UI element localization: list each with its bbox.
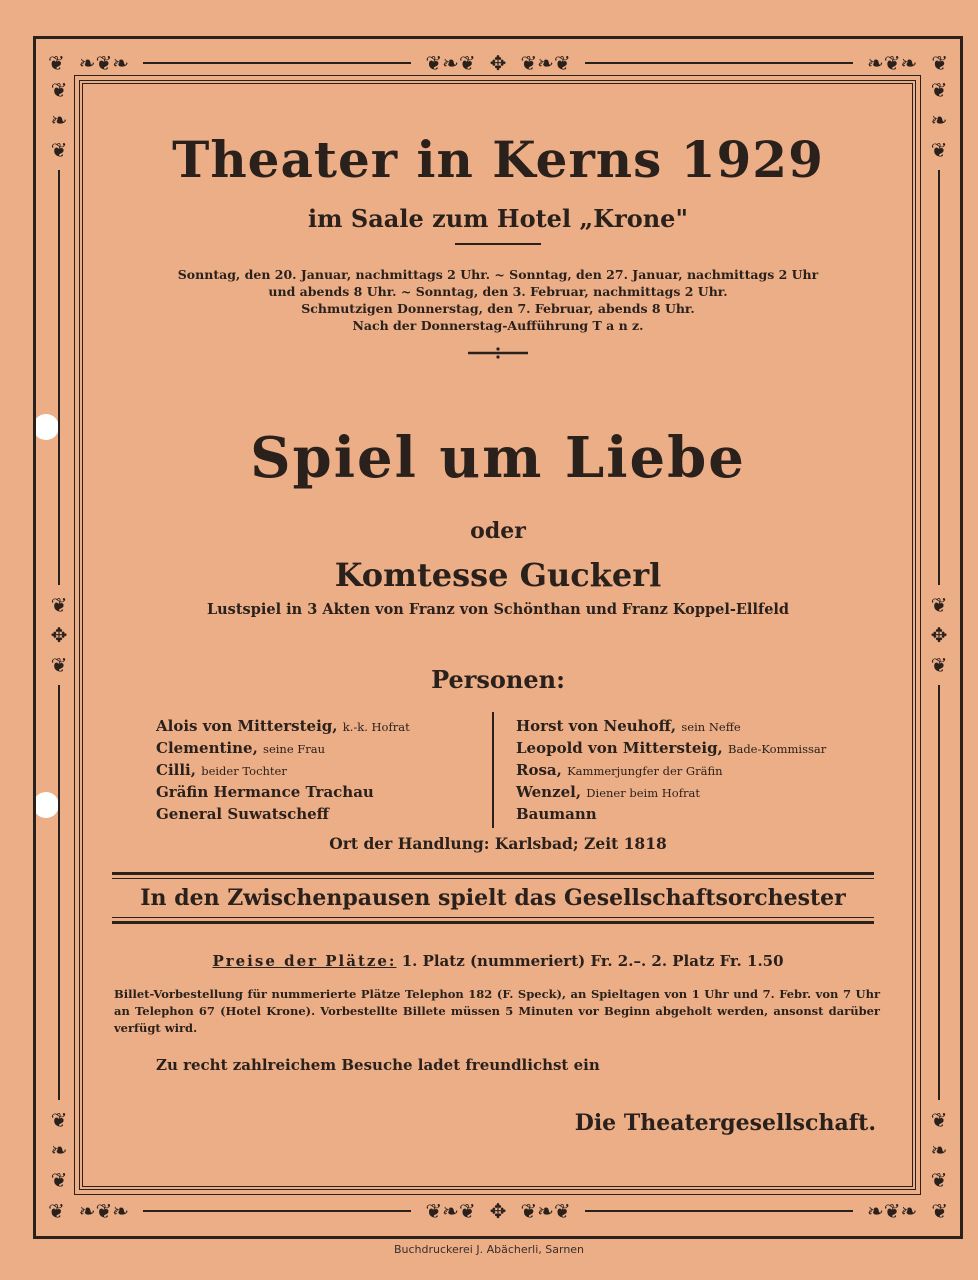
divider-rule [455,243,541,245]
cast-name: Alois von Mittersteig, [156,717,338,735]
ornament-rule [143,1210,411,1212]
ornament-icon: ✥ [489,1199,507,1223]
cast-desc: Bade-Kommissar [728,742,827,756]
cast-desc: k.-k. Hofrat [342,720,410,734]
ornament-icon: ❦❧❦ [520,1199,571,1223]
ornament-icon: ❦ [931,51,949,75]
orchestra-banner [112,872,874,924]
cast-desc: beider Tochter [201,764,287,778]
ornament-band-bottom [48,1196,948,1226]
orchestra-text: In den Zwischenpausen spielt das Gesellschaftsorchester [140,885,846,911]
ornament-icon: ❦ [50,1108,68,1132]
cast-divider [492,712,494,828]
divider-ornament-icon [466,346,530,360]
cast-entry [156,782,410,804]
cast-entry [156,716,410,738]
ornament-icon: ❧❦❧ [866,51,918,75]
cast-entry [516,804,826,826]
cast-name: Rosa, [516,761,562,779]
cast-name: Cilli, [156,761,196,779]
cast-entry [516,760,826,782]
ornament-icon: ❦ [50,653,68,677]
dates-line: Schmutzigen Donnerstag, den 7. Februar, abends 8 Uhr. [301,301,695,316]
ornament-icon: ✥ [50,623,68,647]
cast-name: Wenzel, [516,783,582,801]
ornament-icon: ❧❦❧ [78,1199,130,1223]
setting-line: Ort der Handlung: Karlsbad; Zeit 1818 [329,834,667,853]
ornament-icon: ❦ [930,78,948,102]
cast-desc: seine Frau [263,742,326,756]
cast-name: General Suwatscheff [156,805,329,823]
ornament-icon: ❦ [930,653,948,677]
play-genre: Lustspiel in 3 Akten von Franz von Schönthan und Franz Koppel-Ellfeld [206,601,790,618]
dates-block [100,266,896,334]
cast-column-left [156,716,410,826]
cast-heading: Personen: [431,665,565,694]
ornament-rule [58,685,60,1100]
signature: Die Theatergesellschaft. [574,1110,876,1136]
cast-entry [516,716,826,738]
poster-content [100,120,896,1170]
ornament-icon: ❦ [48,1199,65,1223]
ornament-icon: ✥ [489,51,507,75]
booking-info: Billet-Vorbestellung für nummerierte Plätze Telephon 182 (F. Speck), an Spieltagen von 1 Uhr und 7. Febr. von 7 Uhr an Telephon 67 (Hotel Krone). Vorbestellte Billete müssen 5 Minuten vor Beginn abgeholt werden, ansonst darüber verfügt wird. [114,987,880,1035]
ornament-icon: ❦ [930,593,948,617]
ornament-band-left [42,80,76,1190]
ornament-icon: ❦ [50,138,68,162]
ornament-icon: ❦ [50,593,68,617]
prices-line [100,952,896,970]
ornament-rule [58,170,60,585]
cast-entry [156,760,410,782]
ornament-icon: ✥ [930,623,948,647]
ornament-icon: ❧❦❧ [866,1199,918,1223]
cast-column-right [516,716,826,826]
dates-line: Nach der Donnerstag-Aufführung T a n z. [352,318,644,333]
ornament-rule [938,685,940,1100]
printer-credit: Buchdruckerei J. Abächerli, Sarnen [393,1243,585,1256]
play-alt-title: Komtesse Guckerl [334,556,662,594]
cast-desc: sein Neffe [681,720,741,734]
ornament-icon: ❦ [930,1108,948,1132]
cast-entry [156,738,410,760]
ornament-icon: ❧ [50,1138,68,1162]
ornament-icon: ❦❧❦ [425,1199,476,1223]
ornament-icon: ❦ [50,78,68,102]
ornament-rule [938,170,940,585]
page-title: Theater in Kerns 1929 [172,130,824,189]
ornament-icon: ❦ [930,138,948,162]
invitation-line: Zu recht zahlreichem Besuche ladet freundlichst ein [156,1056,600,1074]
prices-text: 1. Platz (nummeriert) Fr. 2.–. 2. Platz Fr. 1.50 [401,952,784,970]
ornament-icon: ❦ [48,51,65,75]
cast-desc: Kammerjungfer der Gräfin [567,764,723,778]
cast-name: Leopold von Mittersteig, [516,739,723,757]
ornament-icon: ❦❧❦ [425,51,476,75]
ornament-icon: ❦ [931,1199,949,1223]
ornament-icon: ❦❧❦ [520,51,571,75]
play-title: Spiel um Liebe [250,425,746,491]
cast-desc: Diener beim Hofrat [586,786,700,800]
prices-label: Preise der Plätze: [212,952,397,970]
ornament-icon: ❧ [50,108,68,132]
ornament-icon: ❧ [930,1138,948,1162]
cast-name: Gräfin Hermance Trachau [156,783,374,801]
cast-entry [516,738,826,760]
ornament-icon: ❧ [930,108,948,132]
ornament-rule [585,62,853,64]
play-connector: oder [470,518,526,544]
venue-line: im Saale zum Hotel „Krone" [308,204,688,233]
ornament-rule [585,1210,853,1212]
ornament-icon: ❧❦❧ [78,51,130,75]
cast-entry [156,804,410,826]
cast-entry [516,782,826,804]
cast-name: Horst von Neuhoff, [516,717,677,735]
ornament-icon: ❦ [50,1168,68,1192]
ornament-band-right [922,80,956,1190]
cast-name: Clementine, [156,739,258,757]
ornament-rule [143,62,411,64]
dates-line: Sonntag, den 20. Januar, nachmittags 2 Uhr. ~ Sonntag, den 27. Januar, nachmittags 2 Uhr [177,267,819,282]
dates-line: und abends 8 Uhr. ~ Sonntag, den 3. Februar, nachmittags 2 Uhr. [268,284,728,299]
cast-name: Baumann [516,805,597,823]
ornament-band-top [48,48,948,78]
ornament-icon: ❦ [930,1168,948,1192]
